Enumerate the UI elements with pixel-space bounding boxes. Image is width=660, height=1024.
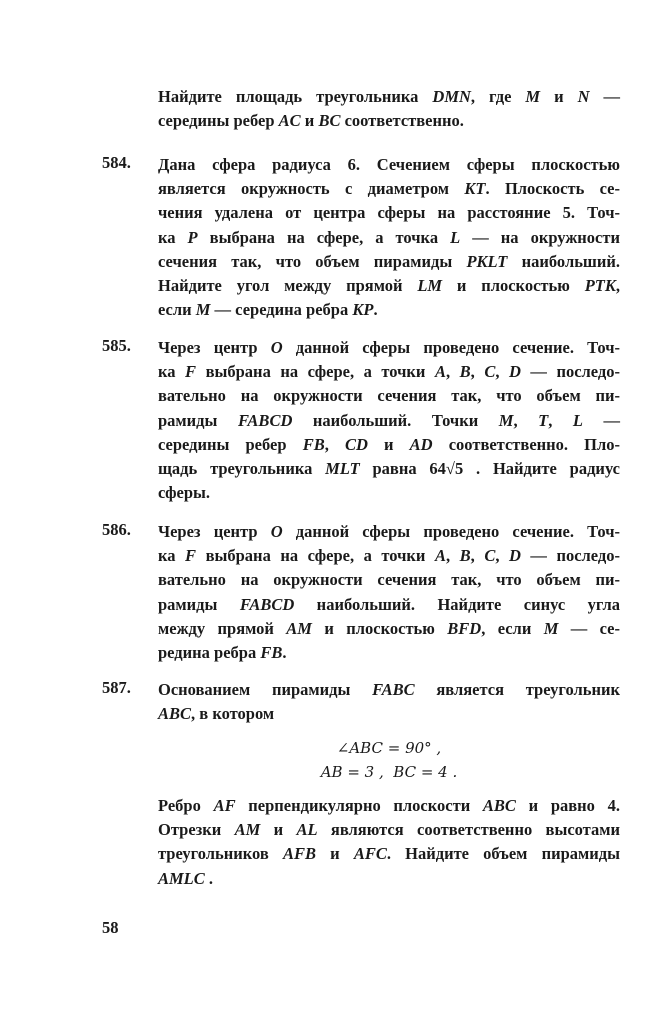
text-line: середины ребер FB, CD и AD соответственно. Пло- bbox=[158, 434, 621, 454]
problem-number: 586. bbox=[102, 520, 131, 539]
problem-number: 584. bbox=[102, 153, 131, 172]
problem-587-formulas bbox=[158, 736, 620, 784]
text-line: Основанием пирамиды FABC является треугольник bbox=[158, 680, 620, 699]
problem-584-text bbox=[158, 153, 620, 322]
text-line: вательно на окружности сечения так, что объем пи- bbox=[158, 386, 620, 406]
text-line: Найдите угол между прямой LM и плоскостью PTK, bbox=[158, 275, 620, 295]
text-line: сферы. bbox=[158, 483, 211, 503]
text-line: ABC, в котором bbox=[158, 704, 275, 724]
text-line: Ребро AF перпендикулярно плоскости ABC и равно 4. bbox=[158, 796, 620, 815]
text-line: чения удалена от центра сферы на расстояние 5. Точ- bbox=[158, 203, 620, 223]
problem-587-text bbox=[158, 678, 620, 726]
problem-number: 585. bbox=[102, 336, 131, 355]
text-line: является окружность с диаметром KT. Плоскость се- bbox=[158, 179, 620, 199]
intro-text bbox=[158, 85, 620, 133]
text-line: ка P выбрана на сфере, а точка L — на окружности bbox=[158, 227, 620, 247]
text-line: если M — середина ребра KP. bbox=[158, 300, 378, 320]
text-line: редина ребра FB. bbox=[158, 642, 287, 662]
text-line: Найдите площадь треугольника DMN, где M и N — bbox=[158, 87, 620, 106]
text-line: рамиды FABCD наибольший. Точки M, T, L — bbox=[158, 410, 621, 430]
text-line: ка F выбрана на сфере, а точки A, B, C, D — последо- bbox=[158, 546, 620, 566]
text-line: AMLC . bbox=[158, 868, 214, 888]
text-line: ка F выбрана на сфере, а точки A, B, C, D — последо- bbox=[158, 362, 620, 382]
text-line: щадь треугольника MLT равна 64√5 . Найдите радиус bbox=[158, 458, 621, 478]
formula-angle: ∠ABC = 90° , bbox=[336, 739, 442, 757]
problem-586-text bbox=[158, 520, 620, 665]
text-line: Отрезки AM и AL являются соответственно высотами bbox=[158, 820, 620, 840]
text-line: Дана сфера радиуса 6. Сечением сферы плоскостью bbox=[158, 155, 620, 174]
text-line: рамиды FABCD наибольший. Найдите синус угла bbox=[158, 594, 620, 614]
text-line: вательно на окружности сечения так, что объем пи- bbox=[158, 570, 620, 590]
text-line: Через центр O данной сферы проведено сечение. Точ- bbox=[158, 338, 620, 357]
problem-585-text bbox=[158, 336, 620, 505]
formula-sides: AB = 3 , BC = 4 . bbox=[320, 763, 458, 782]
text-line: сечения так, что объем пирамиды PKLT наибольший. bbox=[158, 251, 620, 271]
text-line: треугольников AFB и AFC. Найдите объем пирамиды bbox=[158, 844, 620, 864]
page-number: 58 bbox=[102, 918, 119, 937]
problem-number: 587. bbox=[102, 678, 131, 697]
text-line: между прямой AM и плоскостью BFD, если M — се- bbox=[158, 618, 620, 638]
problem-587-text-after bbox=[158, 794, 620, 891]
text-line: середины ребер AC и BC соответственно. bbox=[158, 111, 464, 131]
text-line: Через центр O данной сферы проведено сечение. Точ- bbox=[158, 522, 620, 541]
